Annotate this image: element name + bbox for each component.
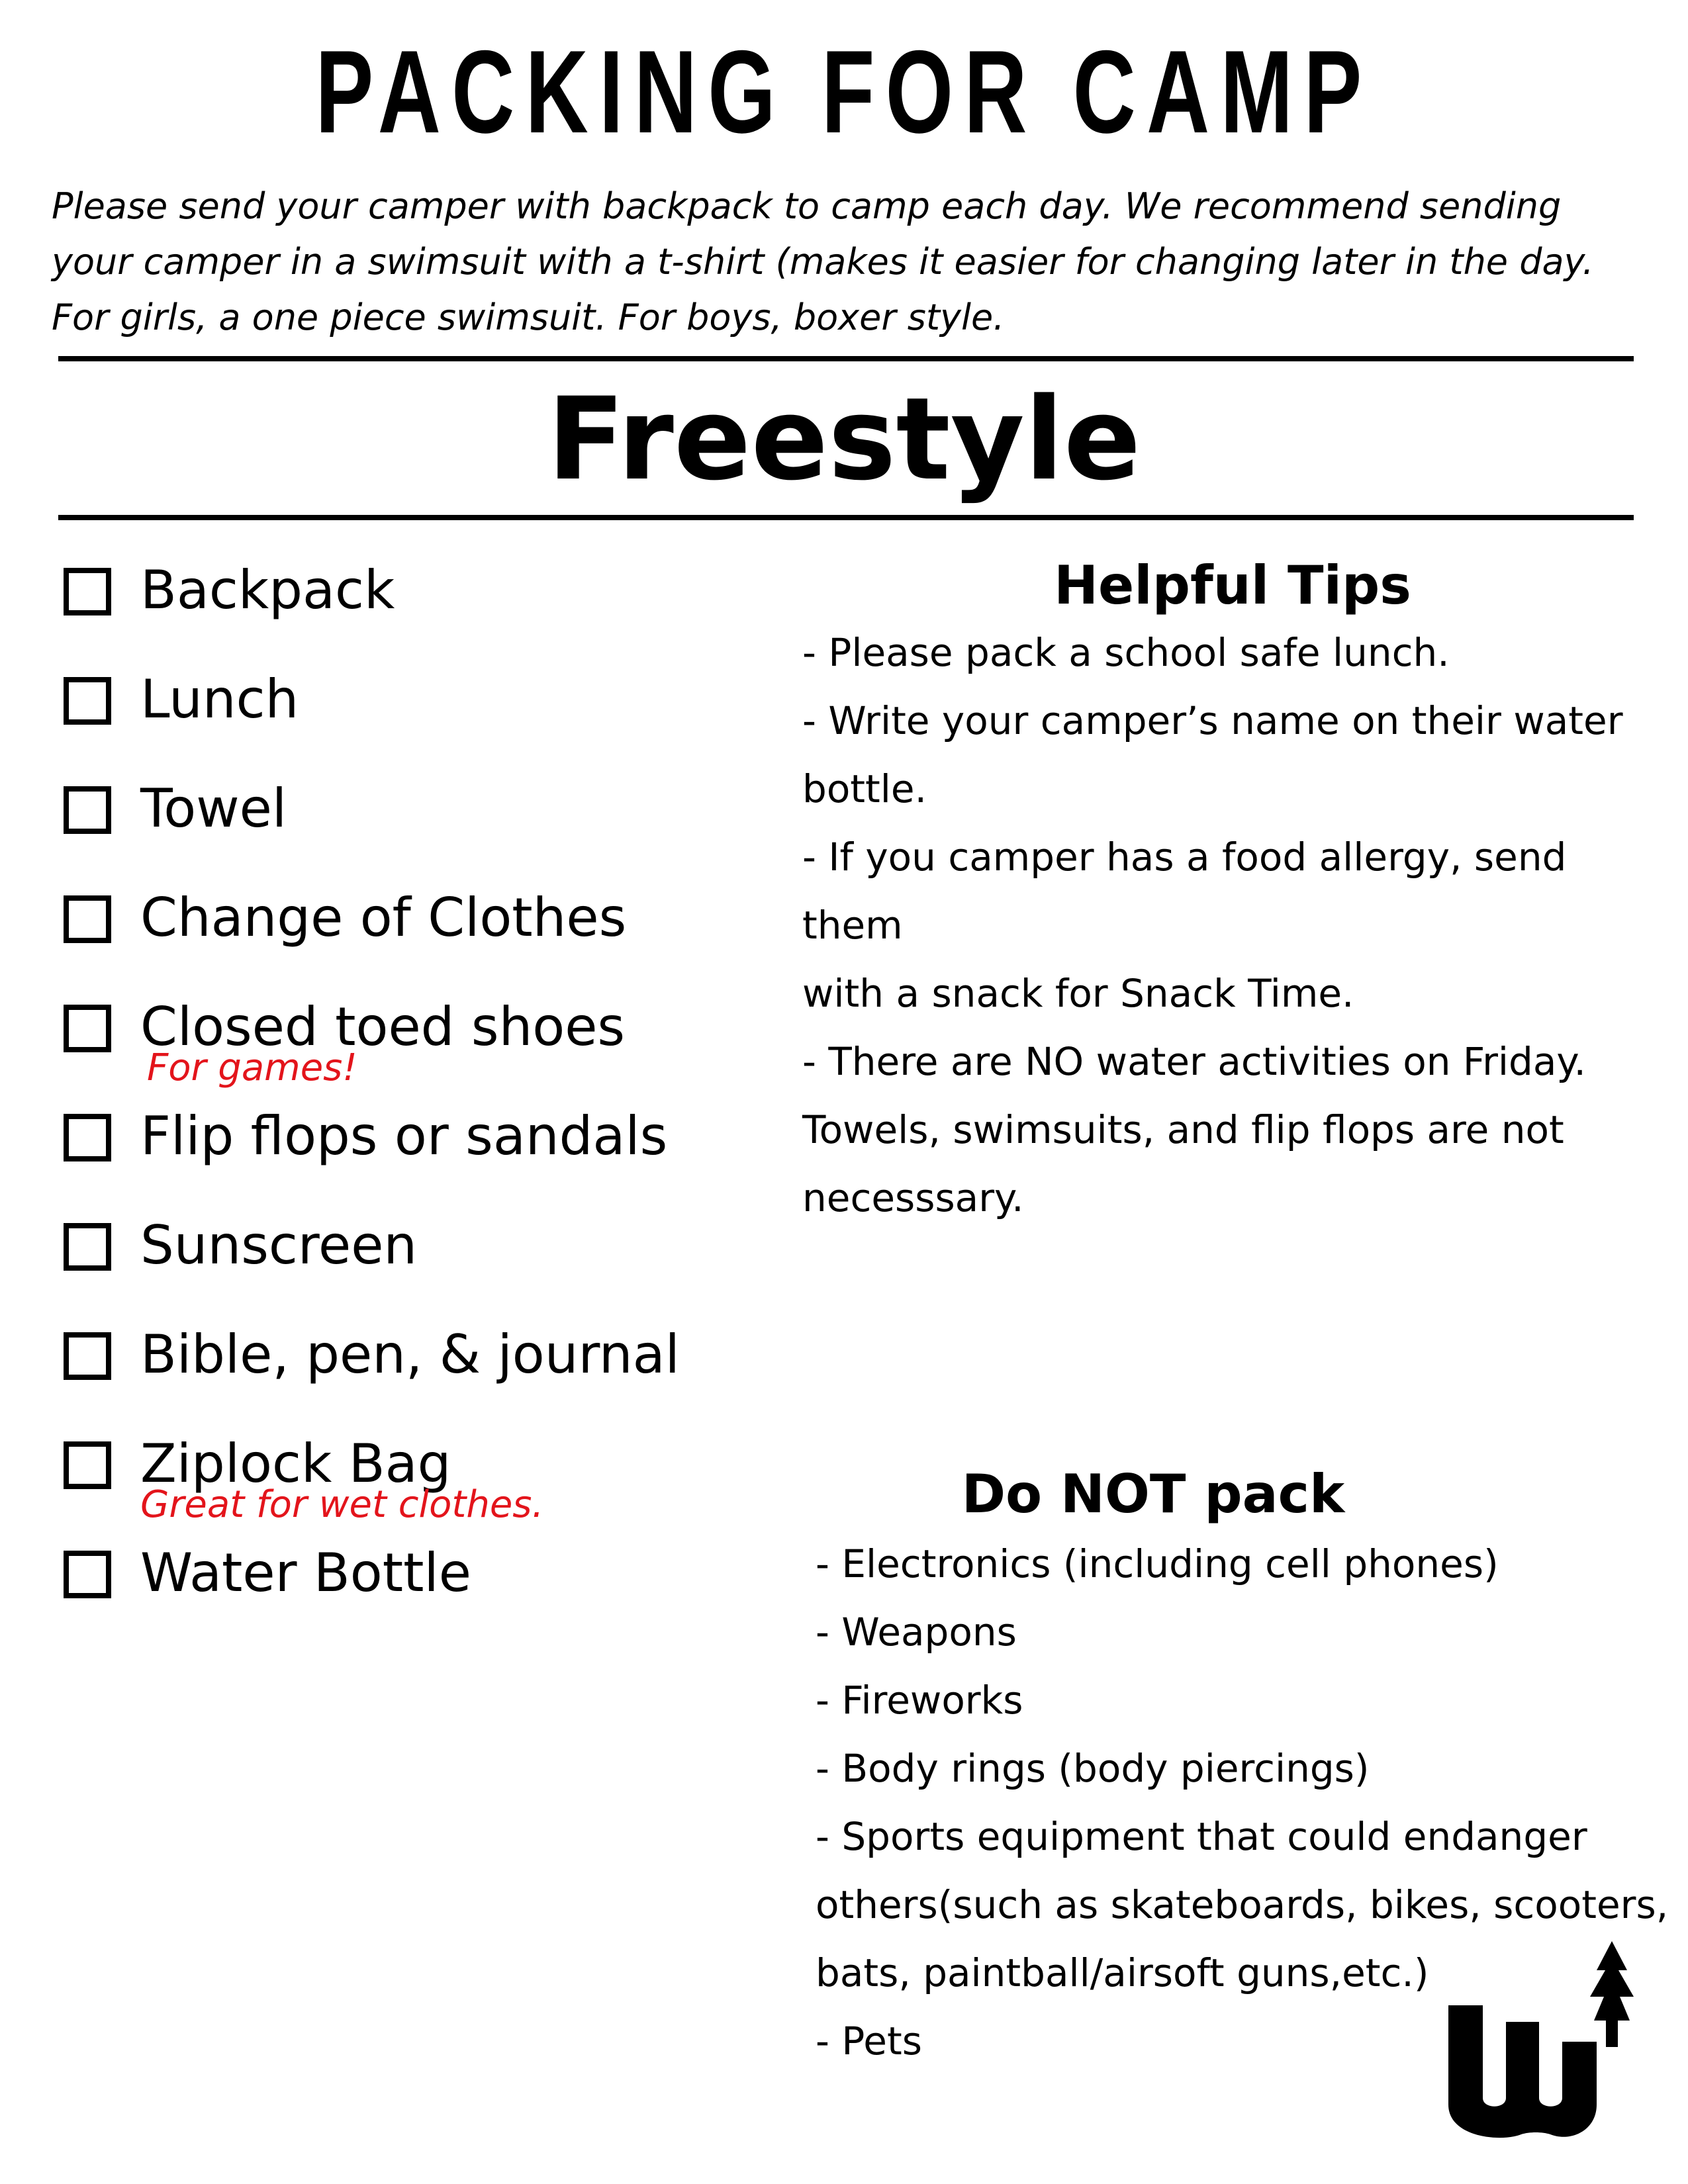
checklist-item-label: Ziplock Bag: [140, 1433, 451, 1494]
checkbox[interactable]: [64, 1114, 111, 1161]
tip-line: - Write your camper’s name on their water: [802, 698, 1623, 743]
checkbox[interactable]: [64, 895, 111, 943]
intro-line-2: your camper in a swimsuit with a t-shirt (makes it easier for changing later in the day.: [52, 241, 1594, 283]
divider-top: [58, 356, 1634, 361]
tip-line: Towels, swimsuits, and flip flops are not: [802, 1107, 1564, 1152]
checkbox[interactable]: [64, 677, 111, 725]
checklist-item-label: Flip flops or sandals: [140, 1105, 668, 1167]
intro-line-1: Please send your camper with backpack to camp each day. We recommend sending: [52, 185, 1562, 227]
tip-line: with a snack for Snack Time.: [802, 971, 1354, 1016]
do-not-pack-line: - Fireworks: [816, 1678, 1023, 1723]
checklist-item-lunch[interactable]: [61, 666, 789, 733]
divider-bottom: [58, 515, 1634, 520]
note-for-games: For games!: [147, 1046, 357, 1089]
section-title: Freestyle: [547, 373, 1141, 506]
checklist-item-label: Bible, pen, & journal: [140, 1324, 680, 1385]
tip-line: bottle.: [802, 766, 927, 811]
checkbox[interactable]: [64, 1332, 111, 1380]
checklist-item-label: Closed toed shoes: [140, 996, 626, 1058]
checklist-item-label: Water Bottle: [140, 1542, 471, 1604]
checklist-item-flip-flops[interactable]: [61, 1103, 789, 1169]
checkbox[interactable]: [64, 1223, 111, 1271]
do-not-pack-line: - Weapons: [816, 1610, 1017, 1655]
helpful-tips-heading: Helpful Tips: [1054, 555, 1411, 616]
tip-line: necesssary.: [802, 1175, 1024, 1220]
page-title: PACKING FOR CAMP: [315, 26, 1373, 158]
checkbox[interactable]: [64, 786, 111, 834]
do-not-pack-line: - Electronics (including cell phones): [816, 1541, 1499, 1586]
do-not-pack-line: - Body rings (body piercings): [816, 1746, 1370, 1791]
camp-logo-w-tree-icon: [1443, 1936, 1655, 2148]
checkbox[interactable]: [64, 1551, 111, 1598]
checkbox[interactable]: [64, 568, 111, 615]
intro-text: [52, 179, 1654, 345]
note-great-for-wet-clothes: Great for wet clothes.: [140, 1483, 544, 1526]
tip-line: - There are NO water activities on Friday.: [802, 1039, 1586, 1084]
do-not-pack-line: bats, paintball/airsoft guns,etc.): [816, 1950, 1429, 1995]
checklist-item-sunscreen[interactable]: [61, 1212, 789, 1279]
do-not-pack-line: - Sports equipment that could endanger: [816, 1814, 1587, 1859]
checkbox[interactable]: [64, 1005, 111, 1052]
do-not-pack-heading: Do NOT pack: [961, 1463, 1345, 1525]
checklist-item-bible-pen-journal[interactable]: [61, 1322, 789, 1388]
helpful-tips-list: [802, 619, 1676, 1232]
checklist-item-water-bottle[interactable]: [61, 1540, 789, 1606]
do-not-pack-line: - Pets: [816, 2019, 922, 2064]
checkbox[interactable]: [64, 1441, 111, 1489]
do-not-pack-line: others(such as skateboards, bikes, scooters,: [816, 1882, 1669, 1927]
checklist-item-change-of-clothes[interactable]: [61, 885, 789, 951]
checklist-item-backpack[interactable]: [61, 557, 789, 623]
tip-line: - If you camper has a food allergy, send them: [802, 835, 1567, 948]
checklist-item-label: Change of Clothes: [140, 887, 627, 948]
checklist-item-label: Sunscreen: [140, 1214, 418, 1276]
checklist-item-label: Backpack: [140, 559, 395, 621]
checklist-item-label: Towel: [140, 778, 287, 839]
checklist-item-label: Lunch: [140, 668, 299, 730]
tip-line: - Please pack a school safe lunch.: [802, 630, 1450, 675]
intro-line-3: For girls, a one piece swimsuit. For boys, boxer style.: [52, 296, 1005, 338]
checklist-item-towel[interactable]: [61, 776, 789, 842]
